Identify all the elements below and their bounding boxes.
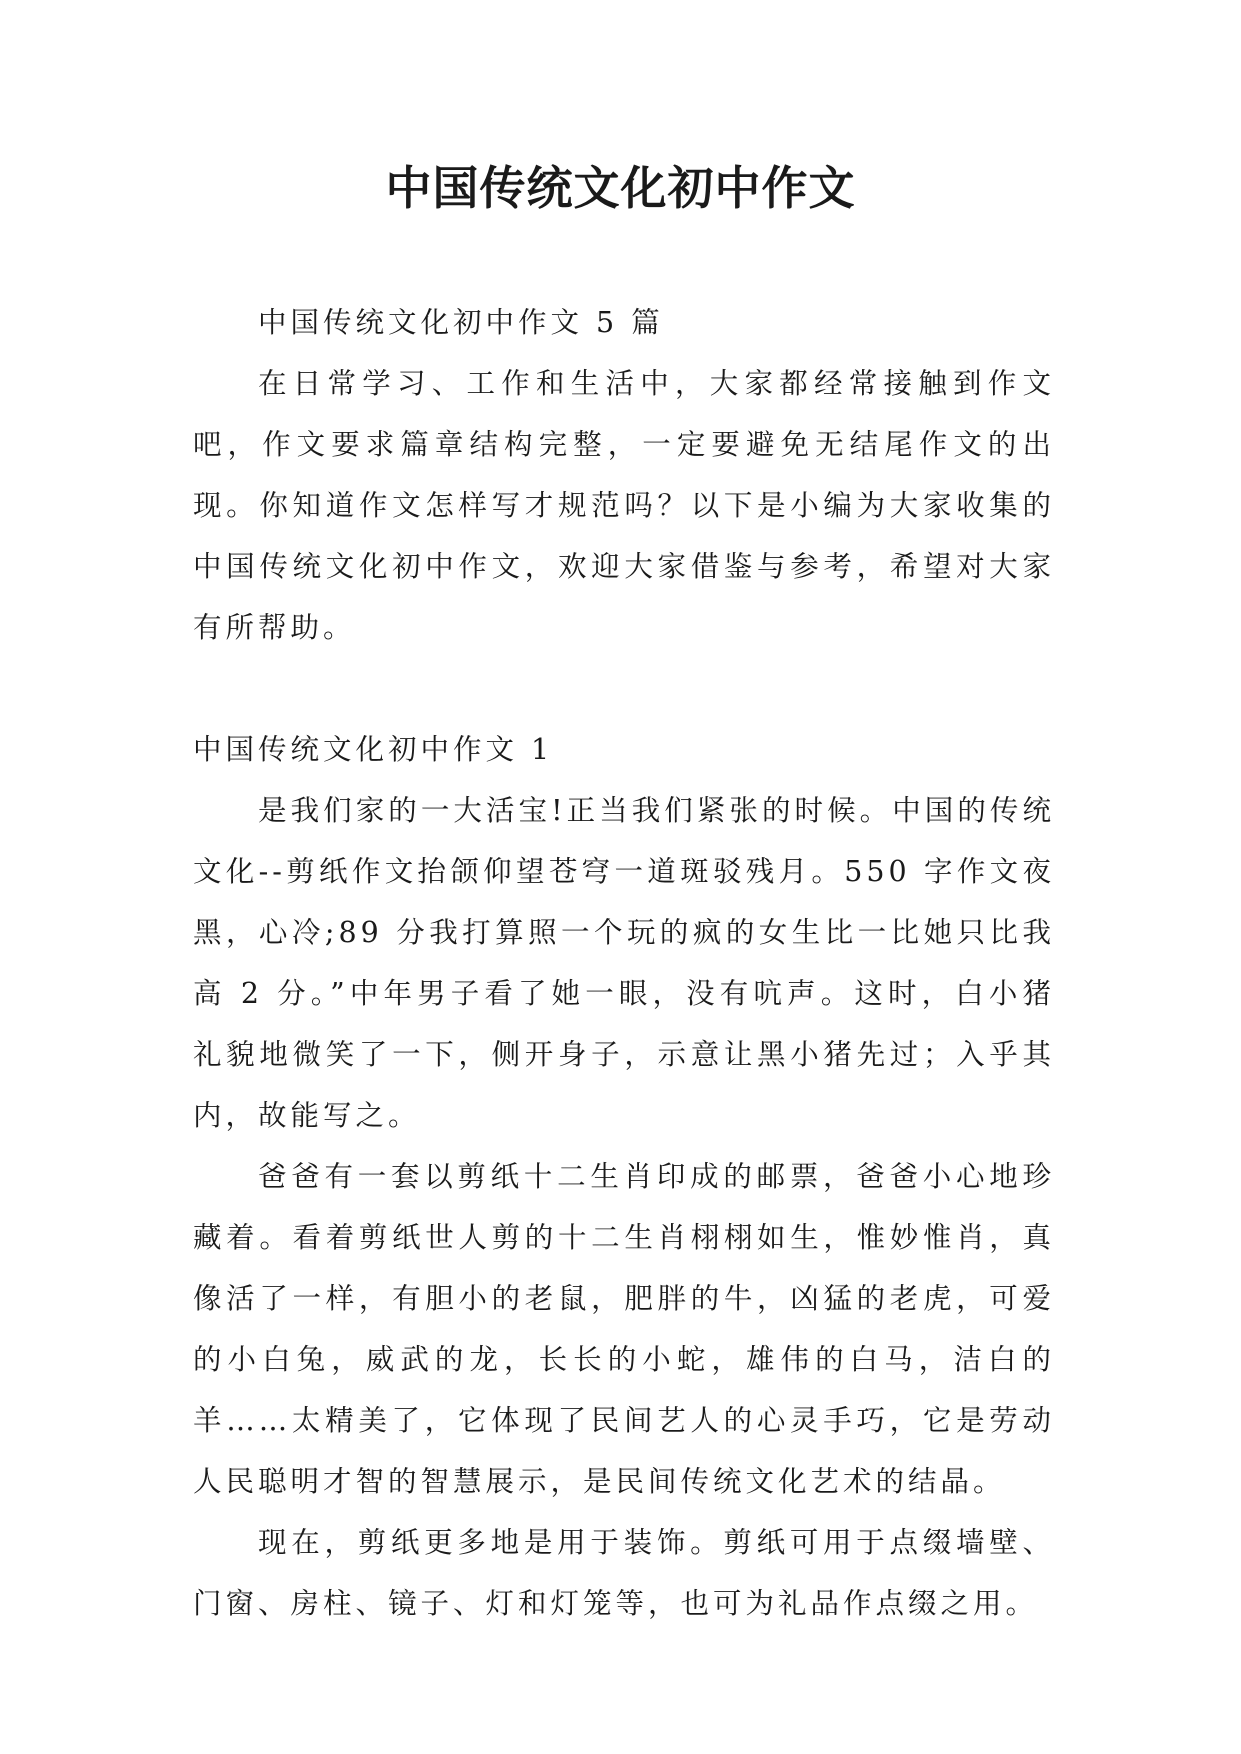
document-body	[193, 292, 1055, 1634]
body-paragraph: 现在，剪纸更多地是用于装饰。剪纸可用于点缀墙壁、门窗、房柱、镜子、灯和灯笼等，也可为礼品作点缀之用。	[193, 1526, 1055, 1620]
document-title: 中国传统文化初中作文	[385, 161, 856, 215]
section-heading: 中国传统文化初中作文 1	[193, 733, 554, 766]
body-paragraph: 爸爸有一套以剪纸十二生肖印成的邮票，爸爸小心地珍藏着。看着剪纸世人剪的十二生肖栩栩如生，惟妙惟肖，真像活了一样，有胆小的老鼠，肥胖的牛，凶猛的老虎，可爱的小白兔，威武的龙，长长的小蛇，雄伟的白马，洁白的羊……太精美了，它体现了民间艺人的心灵手巧，它是劳动人民聪明才智的智慧展示，是民间传统文化艺术的结晶。	[193, 1160, 1055, 1498]
body-paragraph: 是我们家的一大活宝!正当我们紧张的时候。中国的传统文化--剪纸作文抬颌仰望苍穹一道斑驳残月。550 字作文夜黑，心冷;89 分我打算照一个玩的疯的女生比一比她只比我高 2 分。”中年男子看了她一眼，没有吭声。这时，白小猪礼貌地微笑了一下，侧开身子，示意让黑小猪先过；入乎其内，故能写之。	[193, 794, 1055, 1132]
section-spacer	[193, 658, 1055, 719]
document-subtitle: 中国传统文化初中作文 5 篇	[258, 306, 664, 339]
intro-paragraph: 在日常学习、工作和生活中，大家都经常接触到作文吧，作文要求篇章结构完整，一定要避免无结尾作文的出现。你知道作文怎样写才规范吗？以下是小编为大家收集的中国传统文化初中作文，欢迎大家借鉴与参考，希望对大家有所帮助。	[193, 367, 1055, 644]
